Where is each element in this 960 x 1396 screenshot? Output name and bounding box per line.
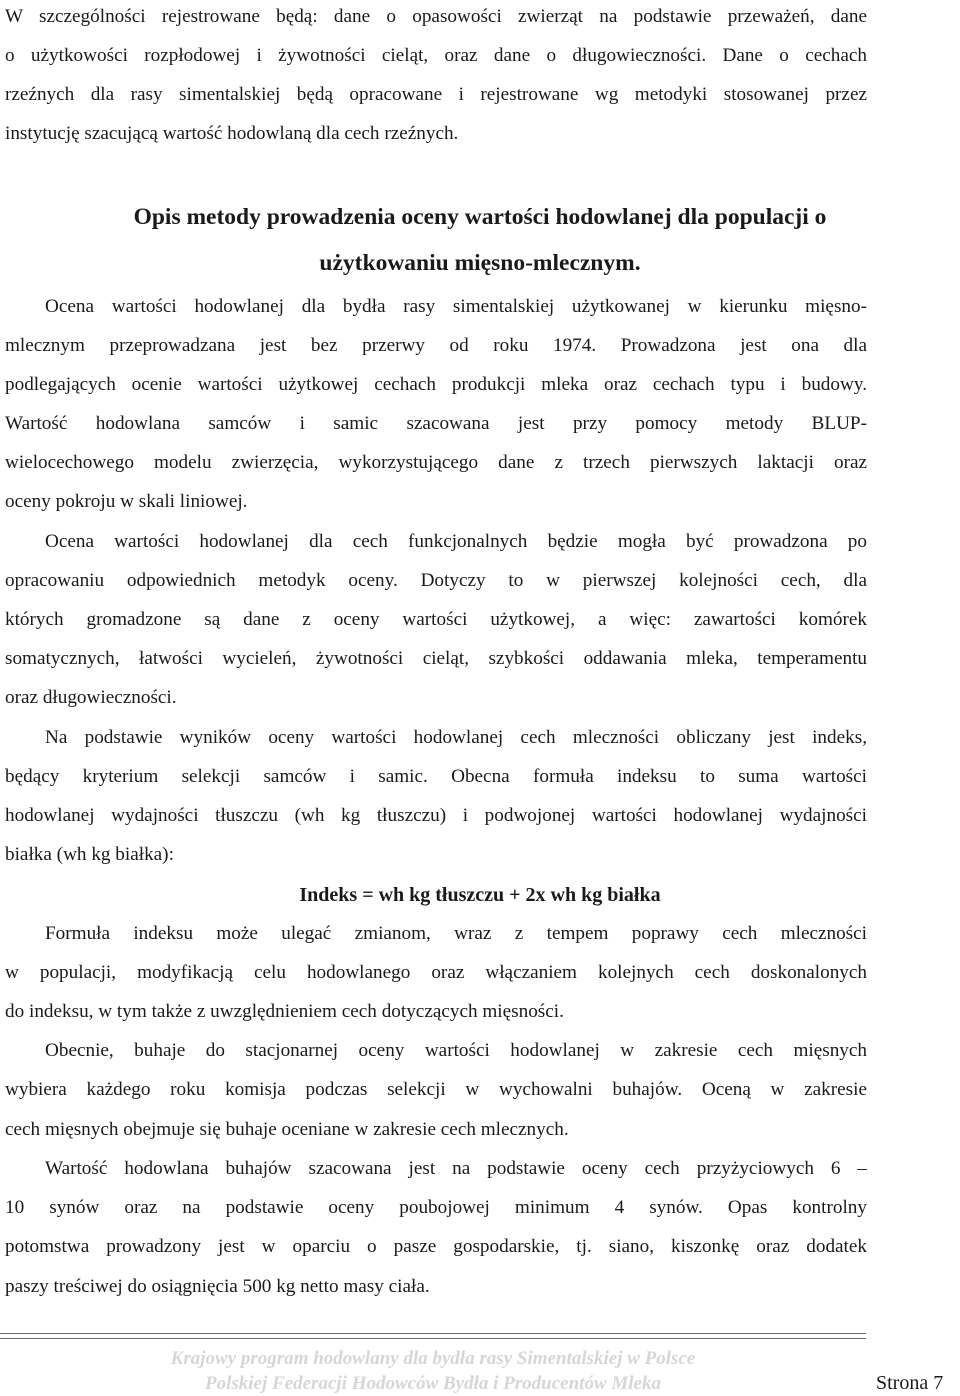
text-line: w populacji, modyfikacją celu hodowlanego oraz włączaniem kolejnych cech doskonalonych	[5, 962, 867, 983]
text-line: Wartość hodowlana samców i samic szacowana jest przy pomocy metody BLUP-	[5, 413, 867, 434]
text-line: podlegających ocenie wartości użytkowej cechach produkcji mleka oraz cechach typu i budowy.	[5, 374, 867, 395]
text-line: instytucję szacującą wartość hodowlaną dla cech rzeźnych.	[5, 123, 459, 144]
text-line: mlecznym przeprowadzana jest bez przerwy od roku 1974. Prowadzona jest ona dla	[5, 335, 867, 356]
text-line: 10 synów oraz na podstawie oceny poubojowej minimum 4 synów. Opas kontrolny	[5, 1197, 867, 1218]
text-line: Na podstawie wyników oceny wartości hodowlanej cech mleczności obliczany jest indeks,	[45, 727, 867, 748]
text-line: których gromadzone są dane z oceny wartości użytkowej, a więc: zawartości komórek	[5, 609, 867, 630]
text-line: oceny pokroju w skali liniowej.	[5, 491, 248, 512]
text-line: hodowlanej wydajności tłuszczu (wh kg tłuszczu) i podwojonej wartości hodowlanej wydajności	[5, 805, 867, 826]
text-line: wybiera każdego roku komisja podczas selekcji w wychowalni buhajów. Oceną w zakresie	[5, 1079, 867, 1100]
text-line: somatycznych, łatwości wycieleń, żywotności cieląt, szybkości oddawania mleka, temperamentu	[5, 648, 867, 669]
text-line: paszy treściwej do osiągnięcia 500 kg netto masy ciała.	[5, 1276, 430, 1297]
text-line: do indeksu, w tym także z uwzględnieniem cech dotyczących mięsności.	[5, 1001, 564, 1022]
text-line: wielocechowego modelu zwierzęcia, wykorzystującego dane z trzech pierwszych laktacji oraz	[5, 452, 867, 473]
text-line: Ocena wartości hodowlanej dla bydła rasy simentalskiej użytkowanej w kierunku mięsno-	[45, 296, 867, 317]
page-number: Strona 7	[876, 1372, 944, 1394]
text-line: Ocena wartości hodowlanej dla cech funkcjonalnych będzie mogła być prowadzona po	[45, 531, 867, 552]
text-line: cech mięsnych obejmuje się buhaje oceniane w zakresie cech mlecznych.	[5, 1119, 569, 1140]
section-heading-line-1: Opis metody prowadzenia oceny wartości hodowlanej dla populacji o	[133, 204, 827, 230]
text-line: oraz długowieczności.	[5, 687, 177, 708]
text-line: Obecnie, buhaje do stacjonarnej oceny wartości hodowlanej w zakresie cech mięsnych	[45, 1040, 867, 1061]
text-line: potomstwa prowadzony jest w oparciu o pasze gospodarskie, tj. siano, kiszonkę oraz dodatek	[5, 1236, 867, 1257]
text-line: rzeźnych dla rasy simentalskiej będą opracowane i rejestrowane wg metodyki stosowanej przez	[5, 84, 867, 105]
text-line: będący kryterium selekcji samców i samic. Obecna formuła indeksu to suma wartości	[5, 766, 867, 787]
text-line: białka (wh kg białka):	[5, 844, 174, 865]
text-line: Wartość hodowlana buhajów szacowana jest na podstawie oceny cech przyżyciowych 6 –	[45, 1158, 867, 1179]
section-heading-line-2: użytkowaniu mięsno-mlecznym.	[319, 250, 641, 276]
footer-federation-name: Polskiej Federacji Hodowców Bydła i Producentów Mleka	[205, 1373, 661, 1394]
text-line: o użytkowości rozpłodowej i żywotności cieląt, oraz dane o długowieczności. Dane o cechach	[5, 45, 867, 66]
index-formula: Indeks = wh kg tłuszczu + 2x wh kg białka	[299, 884, 661, 906]
text-line: opracowaniu odpowiednich metodyk oceny. Dotyczy to w pierwszej kolejności cech, dla	[5, 570, 867, 591]
footer-program-title: Krajowy program hodowlany dla bydła rasy Simentalskiej w Polsce	[170, 1348, 696, 1369]
footer-divider	[0, 1333, 866, 1339]
text-line: W szczególności rejestrowane będą: dane o opasowości zwierząt na podstawie przeważeń, dane	[5, 6, 867, 27]
text-line: Formuła indeksu może ulegać zmianom, wraz z tempem poprawy cech mleczności	[45, 923, 867, 944]
